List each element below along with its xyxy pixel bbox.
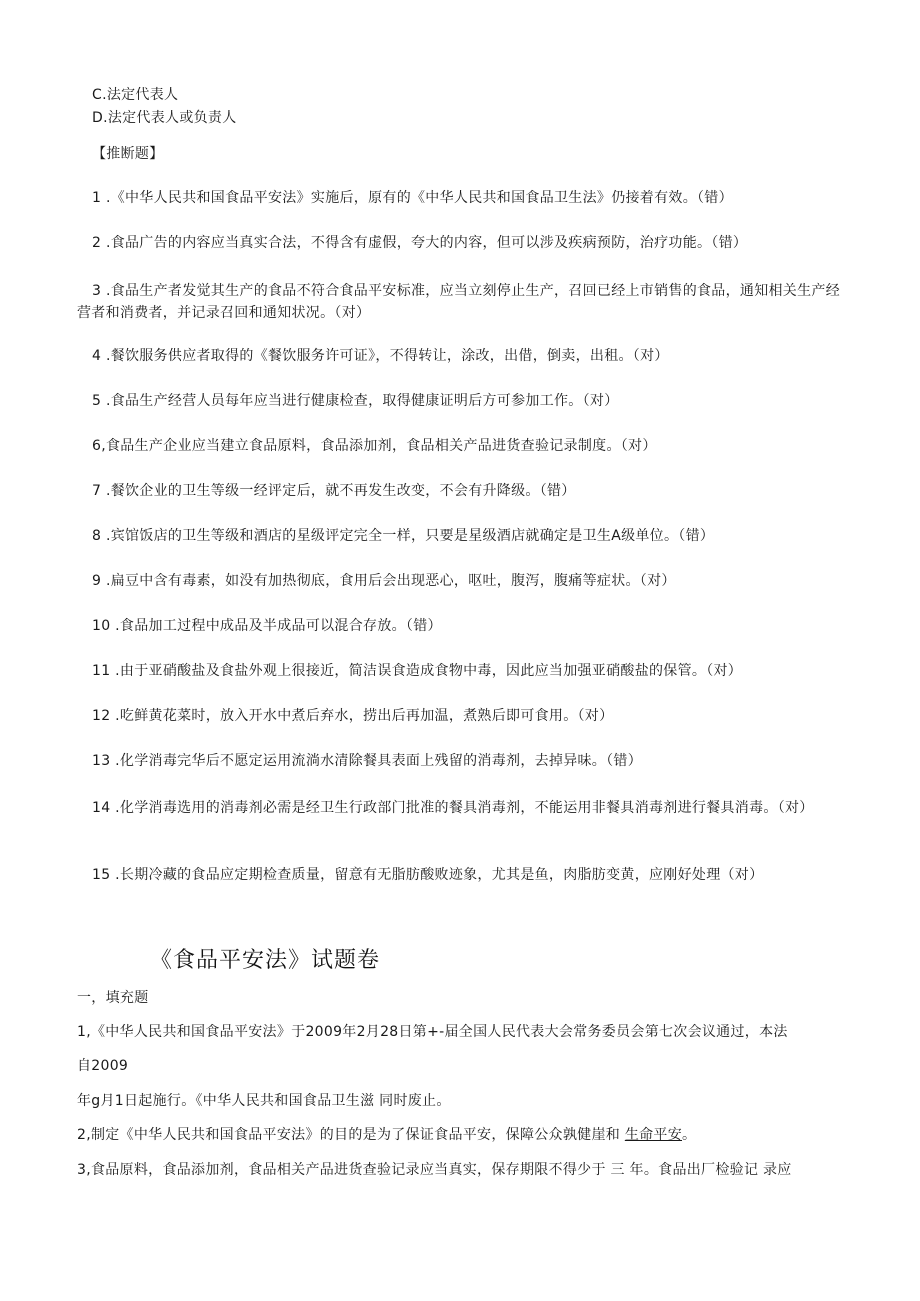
- judgment-item-12: 12 .吃鲜黄花菜时，放入开水中煮后弃水，捞出后再加温，煮熟后即可食用。（对）: [92, 708, 614, 724]
- judgment-item-11: 11 .由于亚硝酸盐及食盐外观上很接近，简洁误食造成食物中毒，因此应当加强亚硝酸盐的保管。（对）: [92, 663, 743, 679]
- judgment-heading: 【推断题】: [92, 146, 164, 162]
- exam-title: 《食品平安法》试题卷: [150, 948, 381, 973]
- judgment-item-6: 6,食品生产企业应当建立食品原料，食品添加剂，食品相关产品进货查验记录制度。（对）: [92, 438, 657, 454]
- judgment-item-9: 9 .扁豆中含有毒素，如没有加热彻底，食用后会出现恶心，呕吐，腹泻，腹痛等症状。（对）: [92, 573, 676, 589]
- question-1-line-3: 年g月1日起施行。《中华人民共和国食品卫生滋 同时废止。: [77, 1093, 451, 1109]
- judgment-item-5: 5 .食品生产经营人员每年应当进行健康检查，取得健康证明后方可参加工作。（对）: [92, 393, 619, 409]
- judgment-item-15: 15 .长期冷藏的食品应定期检查质量，留意有无脂肪酸败迹象，尤其是鱼，肉脂肪变黄，应刚好处理（对）: [92, 867, 764, 883]
- judgment-item-3: 3 .食品生产者发觉其生产的食品不符合食品平安标准，应当立刻停止生产，召回已经上市销售的食品，通知相关生产经营者和消费者，并记录召回和通知状况。（对）: [77, 283, 841, 321]
- judgment-item-14: 14 .化学消毒选用的消毒剂必需是经卫生行政部门批准的餐具消毒剂，不能运用非餐具消毒剂进行餐具消毒。（对）: [92, 800, 814, 816]
- judgment-item-7: 7 .餐饮企业的卫生等级一经评定后，就不再发生改变，不会有升降级。（错）: [92, 483, 576, 499]
- judgment-item-10: 10 .食品加工过程中成品及半成品可以混合存放。（错）: [92, 618, 442, 634]
- question-1-line-1: 1,《中华人民共和国食品平安法》于2009年2月28日第+-届全国人民代表大会常务委员会第七次会议通过，本法: [77, 1024, 788, 1040]
- judgment-item-13: 13 .化学消毒完华后不愿定运用流淌水清除餐具表面上残留的消毒剂，去掉异味。（错）: [92, 753, 643, 769]
- section-heading: 一，填充题: [77, 990, 149, 1006]
- judgment-item-4: 4 .餐饮服务供应者取得的《餐饮服务许可证》，不得转让，涂改，出借，倒卖，出租。（对）: [92, 348, 669, 364]
- option-d: D.法定代表人或负责人: [92, 110, 237, 126]
- question-2-answer: 生命平安: [624, 1127, 683, 1143]
- question-2: [77, 1125, 696, 1145]
- question-1-line-2: 自2009: [77, 1058, 129, 1074]
- judgment-item-8: 8 .宾馆饭店的卫生等级和酒店的星级评定完全一样，只要是星级酒店就确定是卫生A级单位。（错）: [92, 528, 715, 544]
- question-2-prefix: 2,制定《中华人民共和国食品平安法》的目的是为了保证食品平安，保障公众孰健崖和: [77, 1127, 625, 1143]
- question-2-suffix: 。: [682, 1127, 697, 1143]
- judgment-item-1: 1 .《中华人民共和国食品平安法》实施后，原有的《中华人民共和国食品卫生法》仍接着有效。（错）: [92, 190, 733, 206]
- option-c: C.法定代表人: [92, 87, 179, 103]
- judgment-item-2: 2 .食品广告的内容应当真实合法，不得含有虚假，夸大的内容，但可以涉及疾病预防，治疗功能。（错）: [92, 235, 748, 251]
- question-3-line-1: 3,食品原料，食品添加剂，食品相关产品进货查验记录应当真实，保存期限不得少于 三 年。食品出厂检验记 录应: [77, 1162, 792, 1178]
